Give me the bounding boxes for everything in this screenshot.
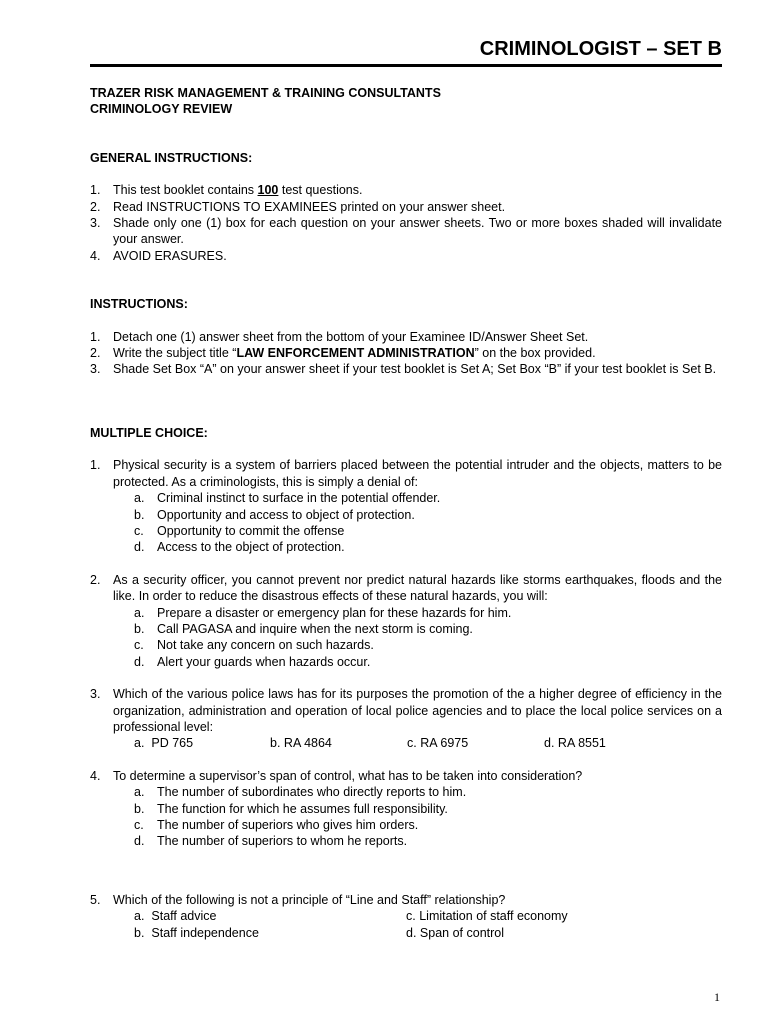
question-2: 2. As a security officer, you cannot prevent nor predict natural hazards like storms earthquakes, floods and the like. In order to reduce the disastrous effects of these natural hazards, you will: a. Prepare a disaster or emergency plan for these hazards for him. b. Call PAGASA and inquire when the next storm is coming. c. Not take any concern on such hazards. d. Alert your guards when hazards occur. bbox=[90, 572, 722, 669]
options bbox=[113, 784, 722, 850]
options-row bbox=[113, 908, 722, 924]
options bbox=[113, 735, 722, 751]
option: a. PD 765 bbox=[134, 736, 194, 751]
subject-title: LAW ENFORCEMENT ADMINISTRATION bbox=[236, 346, 475, 361]
document-body bbox=[90, 85, 722, 941]
list-item: 3. Shade only one (1) box for each question on your answer sheets. Two or more boxes shaded will invalidate your answer. bbox=[90, 216, 722, 247]
question-list bbox=[90, 457, 722, 941]
option: d. Alert your guards when hazards occur. bbox=[134, 654, 371, 669]
instructions-list bbox=[90, 329, 722, 378]
option: b. The function for which he assumes full responsibility. bbox=[134, 801, 448, 816]
option: b. Call PAGASA and inquire when the next storm is coming. bbox=[134, 621, 473, 636]
question-text: Physical security is a system of barriers placed between the potential intruder and the objects, matters to be protected. As a criminologists, this is simply a denial of: bbox=[113, 458, 722, 489]
list-item: 2. Write the subject title “LAW ENFORCEMENT ADMINISTRATION” on the box provided. bbox=[90, 346, 596, 361]
org-name: TRAZER RISK MANAGEMENT & TRAINING CONSULTANTS bbox=[90, 86, 441, 100]
options-row bbox=[113, 925, 722, 941]
option: c. Not take any concern on such hazards. bbox=[134, 638, 374, 653]
option: a. The number of subordinates who directly reports to him. bbox=[134, 785, 467, 800]
multiple-choice-heading: MULTIPLE CHOICE: bbox=[90, 425, 208, 440]
option: a. Staff advice bbox=[134, 909, 217, 924]
question-text: As a security officer, you cannot prevent nor predict natural hazards like storms earthquakes, floods and the like. In order to reduce the disastrous effects of these natural hazards, you will: bbox=[113, 572, 722, 604]
list-item: 1. Detach one (1) answer sheet from the bottom of your Examinee ID/Answer Sheet Set. bbox=[90, 329, 589, 344]
options bbox=[113, 605, 722, 671]
option: a. Criminal instinct to surface in the potential offender. bbox=[134, 491, 441, 506]
general-instructions-list bbox=[90, 182, 722, 264]
question-1: 1. Physical security is a system of barriers placed between the potential intruder and the objects, matters to be protected. As a criminologists, this is simply a denial of: a. Criminal instinct to surface in the potential offender. b. Opportunity and access to object of protection. c. Opportunity to commit the offense d. Access to the object of protection. bbox=[90, 458, 722, 555]
question-text: Which of the various police laws has for its purposes the promotion of the a higher degree of efficiency in the organization, administration and operation of local police agencies and to place the local police services on a professional level: bbox=[113, 687, 722, 734]
option: c. The number of superiors who gives him orders. bbox=[134, 818, 419, 832]
list-item: 1. This test booklet contains 100 test questions. bbox=[90, 183, 363, 198]
option: c. Limitation of staff economy bbox=[406, 909, 568, 924]
option: a. Prepare a disaster or emergency plan for these hazards for him. bbox=[134, 605, 512, 620]
option: d. Access to the object of protection. bbox=[134, 540, 345, 555]
list-item: 3. Shade Set Box “A” on your answer sheet if your test booklet is Set A; Set Box “B” if your test booklet is Set B. bbox=[90, 362, 717, 377]
option: d. RA 8551 bbox=[544, 736, 606, 751]
option: d. The number of superiors to whom he reports. bbox=[134, 834, 408, 849]
instructions-heading: INSTRUCTIONS: bbox=[90, 297, 188, 312]
question-count: 100 bbox=[257, 183, 279, 198]
page-number: 1 bbox=[714, 990, 720, 1004]
option: b. Staff independence bbox=[134, 925, 259, 940]
list-item: 4. AVOID ERASURES. bbox=[90, 248, 227, 263]
options bbox=[113, 490, 722, 556]
option: c. Opportunity to commit the offense bbox=[134, 523, 345, 538]
option: b. RA 4864 bbox=[270, 736, 332, 751]
header-rule bbox=[90, 66, 722, 67]
option: b. Opportunity and access to object of protection. bbox=[134, 507, 415, 522]
list-item: 2. Read INSTRUCTIONS TO EXAMINEES printed on your answer sheet. bbox=[90, 199, 506, 214]
option: d. Span of control bbox=[406, 925, 505, 940]
question-text: Which of the following is not a principle of “Line and Staff” relationship? bbox=[113, 892, 506, 907]
question-4: 4. To determine a supervisor’s span of control, what has to be taken into consideration? a. The number of subordinates who directly reports to him. b. The function for which he assumes full responsibility. c. The number of superiors who gives him orders. d. The number of superiors to whom he reports. bbox=[90, 768, 722, 850]
option: c. RA 6975 bbox=[407, 736, 469, 751]
page-header-title: CRIMINOLOGIST – SET B bbox=[90, 38, 722, 66]
general-instructions-heading: GENERAL INSTRUCTIONS: bbox=[90, 150, 253, 165]
question-5: 5. Which of the following is not a principle of “Line and Staff” relationship? a. Staff advice c. Limitation of staff economy b. Staff independence d. Span of control bbox=[90, 892, 722, 941]
question-3: 3. Which of the various police laws has for its purposes the promotion of the a higher degree of efficiency in the organization, administration and operation of local police agencies and to place the local police services on a professional level: a. PD 765 b. RA 4864 c. RA 6975 d. RA 8551 bbox=[90, 687, 722, 751]
review-title: CRIMINOLOGY REVIEW bbox=[90, 102, 233, 117]
question-text: To determine a supervisor’s span of control, what has to be taken into consideration? bbox=[113, 768, 583, 783]
